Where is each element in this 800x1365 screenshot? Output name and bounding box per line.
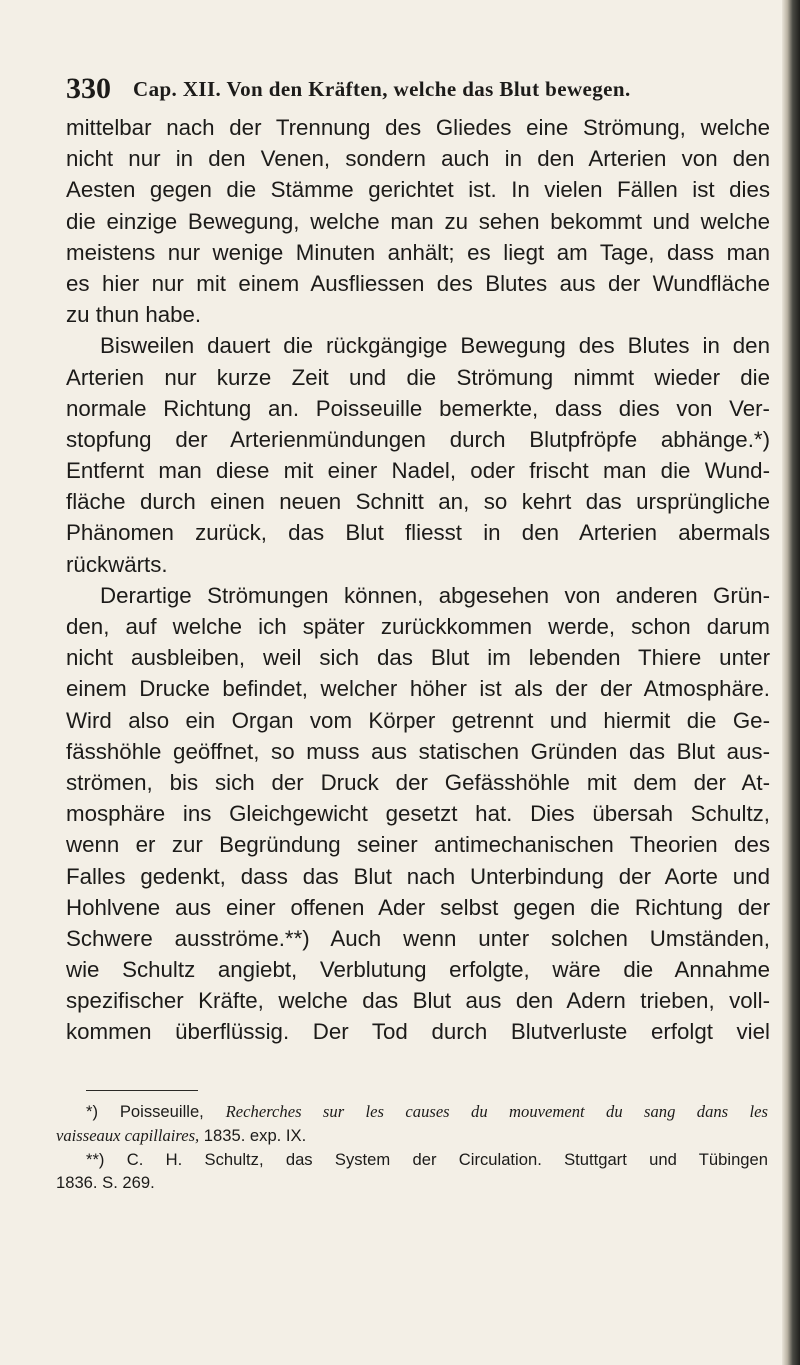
page-binding-edge — [782, 0, 800, 1365]
text-line: stopfung der Arterienmündungen durch Blutpfröpfe abhänge.*) — [66, 426, 770, 452]
text-line: zu thun habe. — [66, 302, 202, 328]
footnote-1-title-continued: vaisseaux capillaires, — [56, 1125, 200, 1145]
page-number: 330 — [66, 72, 111, 105]
footnote-rule — [86, 1090, 198, 1091]
text-line: Schwere ausströme.**) Auch wenn unter solchen Umständen, — [66, 925, 770, 951]
chapter-title: Cap. XII. Von den Kräften, welche das Blut bewegen. — [133, 77, 631, 101]
text-line: normale Richtung an. Poisseuille bemerkte, dass dies von Ver- — [66, 395, 770, 421]
text-line: mosphäre ins Gleichgewicht gesetzt hat. Dies übersah Schultz, — [66, 801, 770, 827]
text-line: wenn er zur Begründung seiner antimechanischen Theorien des — [66, 832, 770, 858]
text-line: Aesten gegen die Stämme gerichtet ist. In vielen Fällen ist dies — [66, 177, 770, 203]
body-text — [66, 112, 770, 1048]
paragraph — [66, 112, 770, 330]
footnote-1 — [56, 1100, 768, 1124]
text-line: Entfernt man diese mit einer Nadel, oder frischt man die Wund- — [66, 458, 770, 484]
text-line: kommen überflüssig. Der Tod durch Blutverluste erfolgt viel — [66, 1019, 770, 1045]
running-head — [66, 71, 766, 107]
footnote-1-title: Recherches sur les causes du mouvement du sang dans les — [225, 1102, 768, 1121]
text-line: Wird also ein Organ vom Körper getrennt und hiermit die Ge- — [66, 707, 770, 733]
text-line: meistens nur wenige Minuten anhält; es liegt am Tage, dass man — [66, 239, 770, 265]
paragraph — [66, 330, 770, 580]
text-line: es hier nur mit einem Ausfliessen des Blutes aus der Wundfläche — [66, 270, 770, 296]
text-line: Derartige Strömungen können, abgesehen von anderen Grün- — [100, 582, 770, 608]
footnote-1-continued — [56, 1124, 768, 1148]
text-line: nicht ausbleiben, weil sich das Blut im lebenden Thiere unter — [66, 645, 770, 671]
text-line: rückwärts. — [66, 551, 168, 577]
footnote-2-continued: 1836. S. 269. — [56, 1173, 155, 1193]
text-line: mittelbar nach der Trennung des Gliedes eine Strömung, welche — [66, 115, 770, 140]
text-line: spezifischer Kräfte, welche das Blut aus den Adern trieben, voll- — [66, 988, 770, 1014]
text-line: Phänomen zurück, das Blut fliesst in den Arterien abermals — [66, 520, 770, 546]
text-line: den, auf welche ich später zurückkommen werde, schon darum — [66, 614, 770, 639]
footnotes — [56, 1100, 768, 1195]
footnote-2: **) C. H. Schultz, das System der Circulation. Stuttgart und Tübingen — [86, 1149, 768, 1169]
text-line: die einzige Bewegung, welche man zu sehen bekommt und welche — [66, 208, 770, 234]
paragraph — [66, 580, 770, 1048]
text-line: einem Drucke befindet, welcher höher ist als der der Atmosphäre. — [66, 676, 770, 702]
text-line: Arterien nur kurze Zeit und die Strömung nimmt wieder die — [66, 364, 770, 390]
footnote-1-reference: 1835. exp. IX. — [203, 1125, 307, 1145]
text-line: wie Schultz angiebt, Verblutung erfolgte, wäre die Annahme — [66, 957, 770, 983]
text-line: Hohlvene aus einer offenen Ader selbst gegen die Richtung der — [66, 894, 770, 920]
text-line: Bisweilen dauert die rückgängige Bewegung des Blutes in den — [100, 333, 770, 359]
text-line: fläche durch einen neuen Schnitt an, so kehrt das ursprüngliche — [66, 489, 770, 515]
text-line: strömen, bis sich der Druck der Gefässhöhle mit dem der At- — [66, 769, 770, 795]
text-line: Falles gedenkt, dass das Blut nach Unterbindung der Aorte und — [66, 863, 770, 889]
text-line: nicht nur in den Venen, sondern auch in den Arterien von den — [66, 146, 770, 172]
footnote-1-marker: *) Poisseuille, — [86, 1102, 204, 1121]
text-line: fässhöhle geöffnet, so muss aus statischen Gründen das Blut aus- — [66, 738, 770, 764]
